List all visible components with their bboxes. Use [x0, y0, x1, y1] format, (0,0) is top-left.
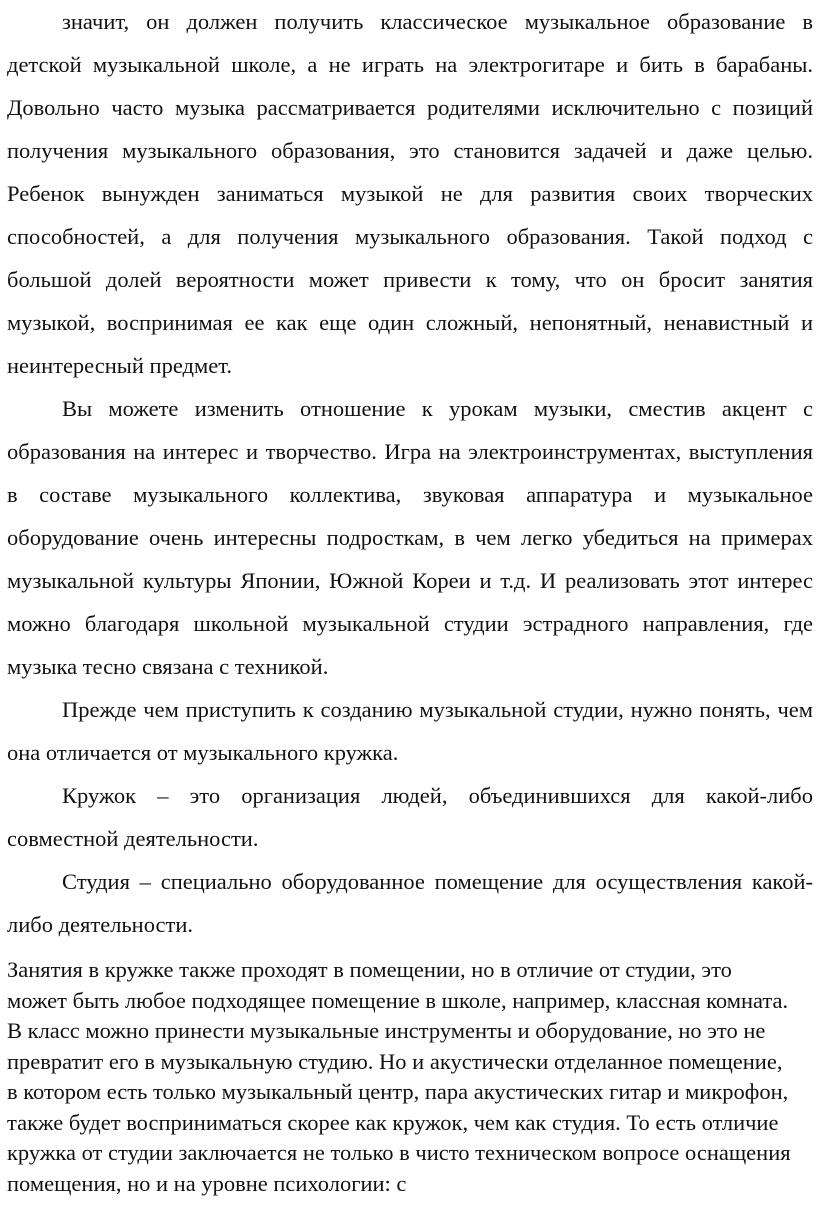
paragraph-4: Кружок – это организация людей, объединившихся для какой-либо совместной деятельности.: [7, 783, 813, 851]
paragraph-3: Прежде чем приступить к созданию музыкальной студии, нужно понять, чем она отличается от музыкального кружка.: [7, 697, 813, 765]
paragraph-2: Вы можете изменить отношение к урокам музыки, сместив акцент с образования на интерес и творчество. Игра на электроинструментах, выступления в составе музыкального коллектива, звуковая аппаратура и музыкальное оборудование очень интересны подросткам, в чем легко убедиться на примерах музыкальной культуры Японии, Южной Кореи и т.д. И реализовать этот интерес можно благодаря школьной музыкальной студии эстрадного направления, где музыка тесно связана с техникой.: [7, 396, 813, 679]
document-page: [7, 0, 813, 1216]
paragraph-6: Занятия в кружке также проходят в помещении, но в отличие от студии, это может быть любое подходящее помещение в школе, например, классная комната. В класс можно принести музыкальные инструменты и оборудование, но это не превратит его в музыкальную студию. Но и акустически отделанное помещение, в котором есть только музыкальный центр, пара акустических гитар и микрофон, также будет восприниматься скорее как кружок, чем как студия. То есть отличие кружка от студии заключается не только в чисто техническом вопросе оснащения помещения, но и на уровне психологии: с: [7, 957, 791, 1196]
paragraph-1: значит, он должен получить классическое музыкальное образование в детской музыкальной школе, а не играть на электрогитаре и бить в барабаны. Довольно часто музыка рассматривается родителями исключительно с позиций получения музыкального образования, это становится задачей и даже целью. Ребенок вынужден заниматься музыкой не для развития своих творческих способностей, а для получения музыкального образования. Такой подход с большой долей вероятности может привести к тому, что он бросит занятия музыкой, воспринимая ее как еще один сложный, непонятный, ненавистный и неинтересный предмет.: [7, 9, 813, 378]
paragraph-5: Студия – специально оборудованное помещение для осуществления какой-либо деятельности.: [7, 869, 813, 937]
